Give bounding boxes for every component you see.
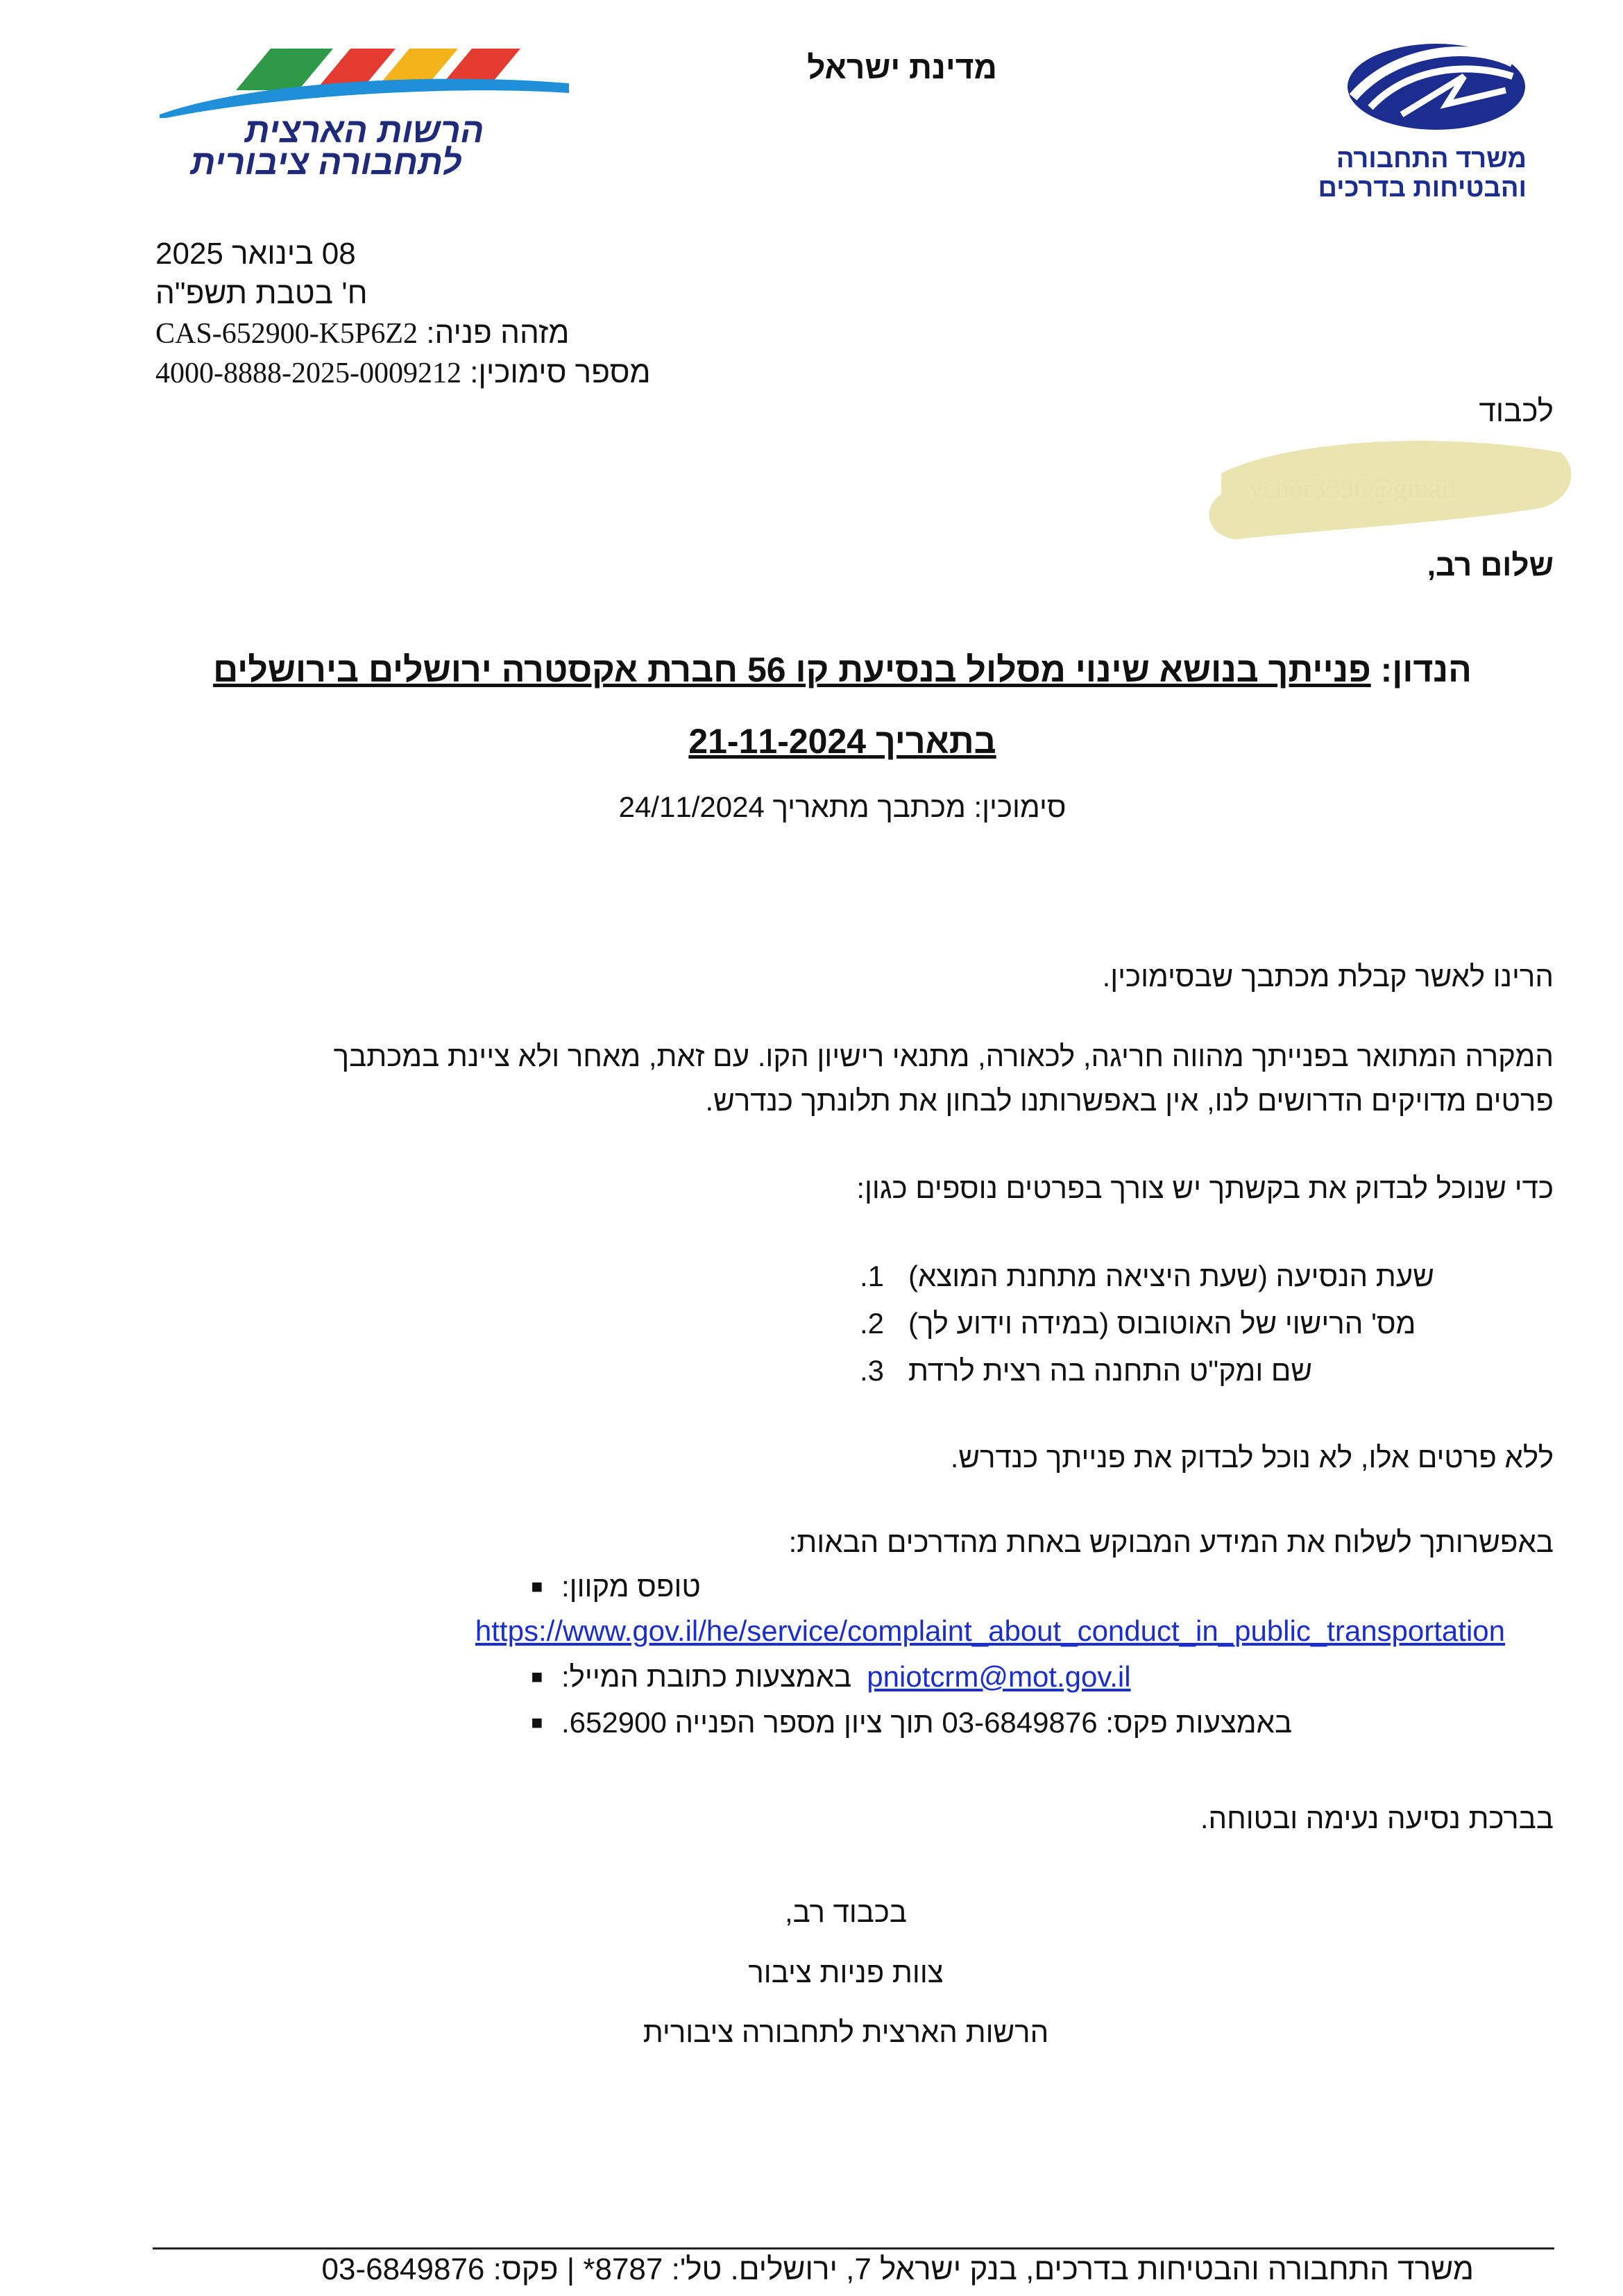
footer-divider <box>153 2247 1554 2249</box>
details-list <box>860 1253 1554 1394</box>
list-item <box>860 1347 1554 1394</box>
email-link[interactable]: pniotcrm@mot.gov.il <box>867 1660 1131 1693</box>
paragraph-channels-intro: באפשרותך לשלוח את המידע המבוקש באחת מהדרכים הבאות: <box>788 1526 1554 1558</box>
fax-text: באמצעות פקס: 03-6849876 תוך ציון מספר הפנייה 652900. <box>561 1706 1293 1739</box>
list-item-text: שעת הנסיעה (שעת היציאה מתחנת המוצא) <box>908 1260 1434 1292</box>
channel-fax <box>513 1700 1554 1745</box>
reference-number-label: מספר סימוכין: <box>470 355 651 389</box>
list-item-number: 1. <box>860 1260 885 1292</box>
subject-title: פנייתך בנושא שינוי מסלול בנסיעת קו 56 חברת אקסטרה ירושלים בירושלים <box>213 650 1371 689</box>
ministry-name-line1: משרד התחבורה <box>1336 144 1527 174</box>
inquiry-id-label: מזהה פניה: <box>426 316 570 350</box>
list-item-text: מס' הרישוי של האוטובוס (במידה וידוע לך) <box>908 1307 1416 1340</box>
redaction-mark <box>1193 425 1582 550</box>
authority-name-line1: הרשות הארצית <box>244 111 484 150</box>
subject-prefix: הנדון: <box>1380 650 1472 689</box>
subject-line-1 <box>155 649 1529 691</box>
form-label: טופס מקוון: <box>561 1570 701 1603</box>
paragraph-details-needed: כדי שנוכל לבדוק את בקשתך יש צורך בפרטים נוספים כגון: <box>856 1172 1554 1204</box>
list-item-text: שם ומק"ט התחנה בה רצית לרדת <box>908 1354 1313 1387</box>
form-url-link[interactable]: https://www.gov.il/he/service/complaint_about_conduct_in_public_transportation <box>475 1614 1505 1647</box>
list-item-number: 3. <box>860 1354 885 1387</box>
signature-regards: בכבוד רב, <box>784 1896 908 1928</box>
channel-email <box>513 1655 1554 1699</box>
paragraph-deviation-line2: פרטים מדויקים הדרושים לנו, אין באפשרותנו לבחון את תלונתך כנדרש. <box>705 1084 1554 1117</box>
paragraph-deviation-line1: המקרה המתואר בפנייתך מהווה חריגה, לכאורה, מתנאי רישיון הקו. עם זאת, מאחר ולא ציינת במכתבך <box>333 1040 1554 1072</box>
list-item <box>860 1300 1554 1347</box>
reference-number-value: 4000-8888-2025-0009212 <box>155 357 461 389</box>
signature-authority: הרשות הארצית לתחבורה ציבורית <box>643 2016 1049 2048</box>
email-label: באמצעות כתובת המייל: <box>561 1660 852 1693</box>
paragraph-deviation <box>155 1034 1554 1123</box>
date-hebrew: ח' בטבת תשפ"ה <box>155 276 368 310</box>
inquiry-id-value: CAS-652900-K5P6Z2 <box>155 318 418 350</box>
channel-form <box>513 1564 1554 1609</box>
bullet-icon: ■ <box>531 1712 543 1733</box>
state-title: מדינת ישראל <box>807 49 997 85</box>
inquiry-id <box>155 314 569 353</box>
list-item-number: 2. <box>860 1307 885 1340</box>
subject-line-2: בתאריך 21-11-2024 <box>688 722 996 761</box>
paragraph-without-details: ללא פרטים אלו, לא נוכל לבדוק את פנייתך כנדרש. <box>950 1441 1554 1474</box>
greeting: שלום רב, <box>1427 548 1554 582</box>
reference-line: סימוכין: מכתבך מתאריך 24/11/2024 <box>618 791 1067 823</box>
bullet-icon: ■ <box>531 1666 543 1687</box>
authority-name-line2: לתחבורה ציבורית <box>190 143 462 182</box>
reference-number <box>155 353 651 393</box>
ministry-name-line2: והבטיחות בדרכים <box>1318 174 1527 203</box>
list-item <box>860 1253 1554 1300</box>
form-url-row <box>475 1609 1505 1653</box>
paragraph-receipt: הרינו לאשר קבלת מכתבך שבסימוכין. <box>1102 960 1554 993</box>
bullet-icon: ■ <box>531 1576 543 1597</box>
footer-contact: משרד התחבורה והבטיחות בדרכים, בנק ישראל 7, ירושלים. טל': 8787* | פקס: 03-6849876 <box>321 2252 1474 2286</box>
signature-team: צוות פניות ציבור <box>748 1956 944 1989</box>
to-label: לכבוד <box>1479 394 1554 428</box>
date-gregorian: 08 בינואר 2025 <box>155 237 356 271</box>
closing-wish: בברכת נסיעה נעימה ובטוחה. <box>1200 1802 1554 1834</box>
